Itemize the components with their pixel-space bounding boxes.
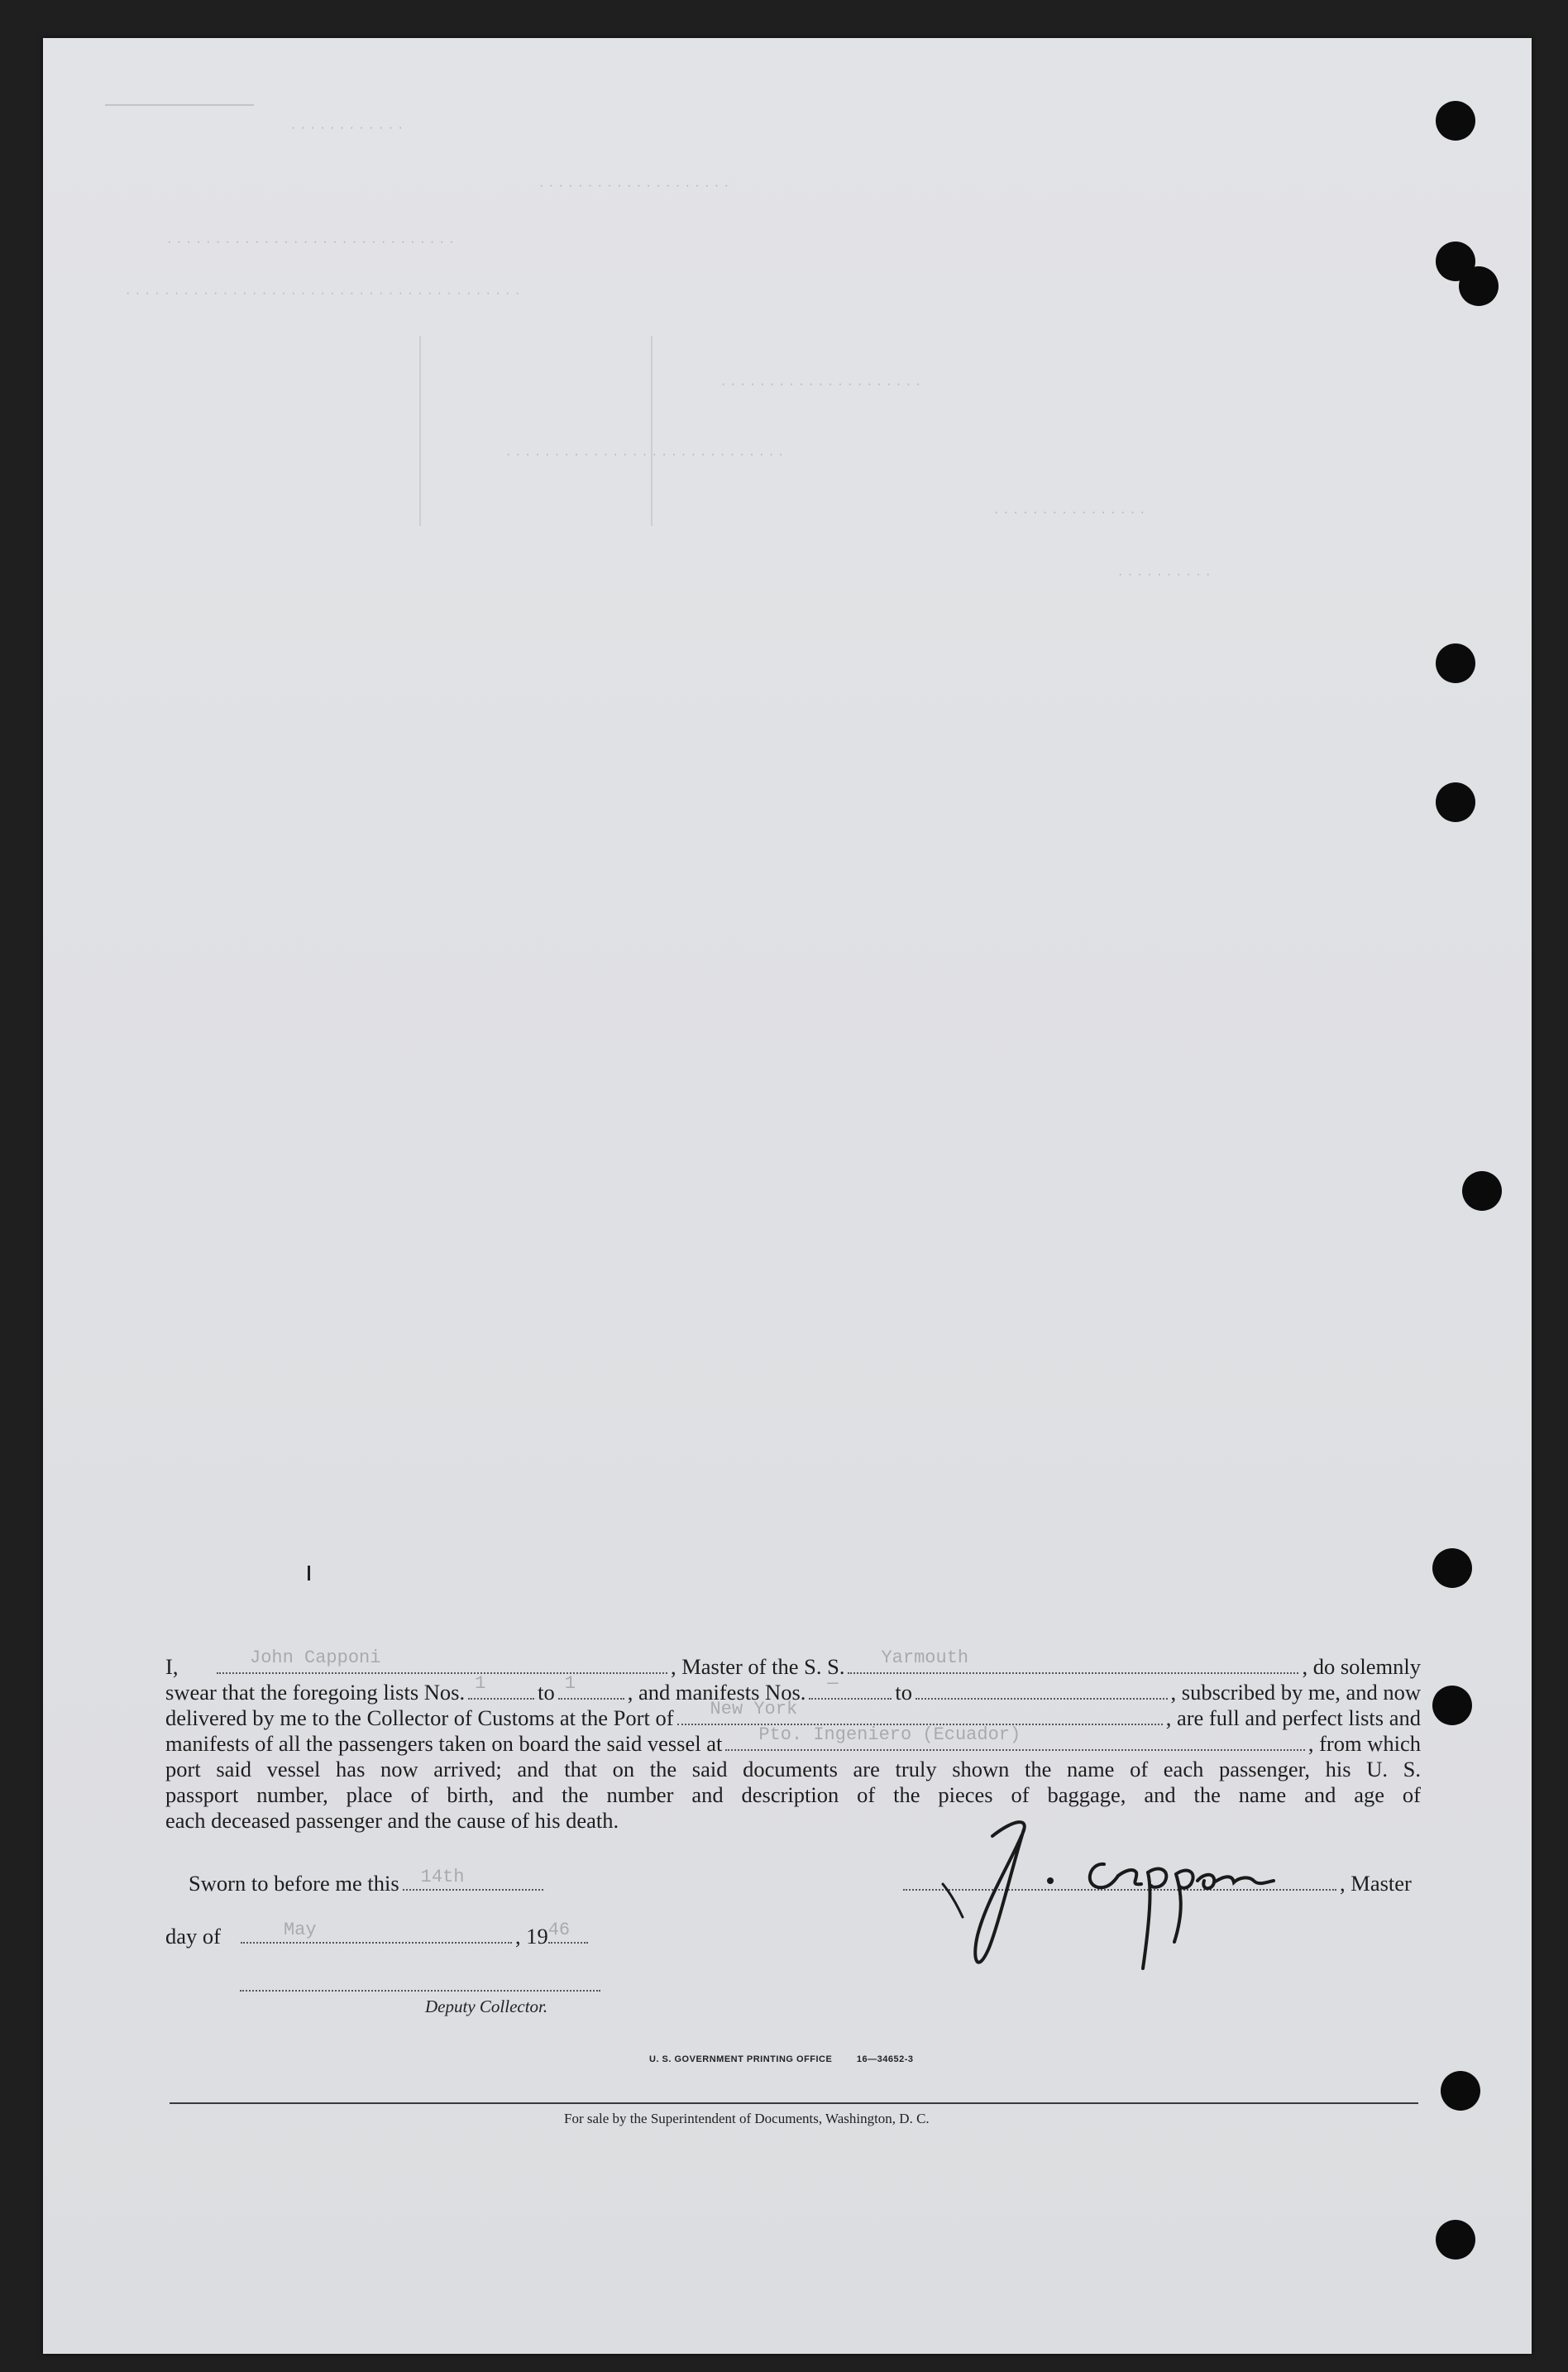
handwritten-signature <box>935 1811 1331 1977</box>
sworn-month-field: May <box>241 1924 512 1944</box>
vessel-name-field: Yarmouth <box>848 1654 1298 1674</box>
bleed-through-text: · · · · · · · · · · · · · · · · · · · · <box>539 179 730 193</box>
master-signature-line: , Master <box>900 1871 1412 1896</box>
binder-hole <box>1432 1548 1472 1588</box>
oath-line-4: manifests of all the passengers taken on board the said vessel at Pto. Ingeniero (Ecuador) , from which <box>165 1724 1421 1756</box>
binder-hole <box>1436 2220 1475 2260</box>
sworn-line: Sworn to before me this 14th <box>189 1871 547 1896</box>
manifest-from-field: — <box>809 1680 892 1700</box>
master-name-field: John Capponi <box>217 1654 667 1674</box>
oath-line-7: each deceased passenger and the cause of his death. <box>165 1808 619 1833</box>
port-of-arrival-field: New York <box>677 1705 1163 1725</box>
oath-line-1: I, John Capponi , Master of the S. S. Yarmouth , do solemnly <box>165 1647 1421 1679</box>
bleed-through-rule <box>105 104 254 106</box>
sale-note: For sale by the Superintendent of Documents, Washington, D. C. <box>564 2111 930 2126</box>
binder-hole <box>1441 2071 1480 2111</box>
printing-office-line: U. S. GOVERNMENT PRINTING OFFICE 16—34652-3 <box>649 2054 914 2064</box>
list-from-field: 1 <box>468 1680 534 1700</box>
bleed-through-text: · · · · · · · · · · · · · · · · · · · · · · · · · · · · · · <box>167 235 455 249</box>
deputy-collector-label: Deputy Collector. <box>425 1997 548 2016</box>
bleed-through-text: · · · · · · · · · · · · <box>291 121 404 135</box>
master-oath-paragraph <box>165 1647 1421 1834</box>
oath-line-2: swear that the foregoing lists Nos. 1 to 1 , and manifests Nos. — to , subscribed by me, and now <box>165 1673 1421 1705</box>
bleed-through-column-line <box>651 336 653 526</box>
binder-hole <box>1436 643 1475 683</box>
bleed-through-text: · · · · · · · · · · · · · · · · · · · · · <box>721 377 921 391</box>
deputy-signature-line <box>240 1990 600 1992</box>
bleed-through-text: · · · · · · · · · · · · · · · · · · · · · · · · · · · · · · · · · · · · · · · · · <box>126 286 521 300</box>
oath-line-5: port said vessel has now arrived; and that on the said documents are truly shown the name of each passenger, his U. S. <box>165 1757 1421 1781</box>
document-page <box>43 38 1532 2354</box>
list-to-field: 1 <box>558 1680 624 1700</box>
binder-hole <box>1436 782 1475 822</box>
oath-line-3: delivered by me to the Collector of Customs at the Port of New York , are full and perfect lists and <box>165 1699 1421 1730</box>
bleed-through-column-line <box>419 336 421 526</box>
manifest-to-field <box>915 1680 1167 1700</box>
port-of-departure-field: Pto. Ingeniero (Ecuador) <box>725 1731 1305 1751</box>
bleed-through-text: · · · · · · · · · · · · · · · · · · · · · · · · · · · · · <box>506 447 784 461</box>
ink-mark <box>308 1566 310 1581</box>
footer-rule <box>170 2102 1418 2104</box>
bleed-through-text: · · · · · · · · · · · · · · · · <box>994 505 1145 519</box>
binder-hole <box>1436 101 1475 141</box>
day-of-line: day of May , 19 46 <box>165 1924 591 1949</box>
binder-hole <box>1432 1686 1472 1725</box>
binder-hole <box>1462 1171 1502 1211</box>
sworn-day-field: 14th <box>403 1871 543 1891</box>
binder-hole <box>1459 266 1499 306</box>
bleed-through-text: · · · · · · · · · · <box>1118 567 1212 581</box>
sworn-year-field: 46 <box>548 1924 588 1944</box>
oath-line-6: passport number, place of birth, and the number and description of the pieces of baggage, and the name and age of <box>165 1782 1421 1807</box>
